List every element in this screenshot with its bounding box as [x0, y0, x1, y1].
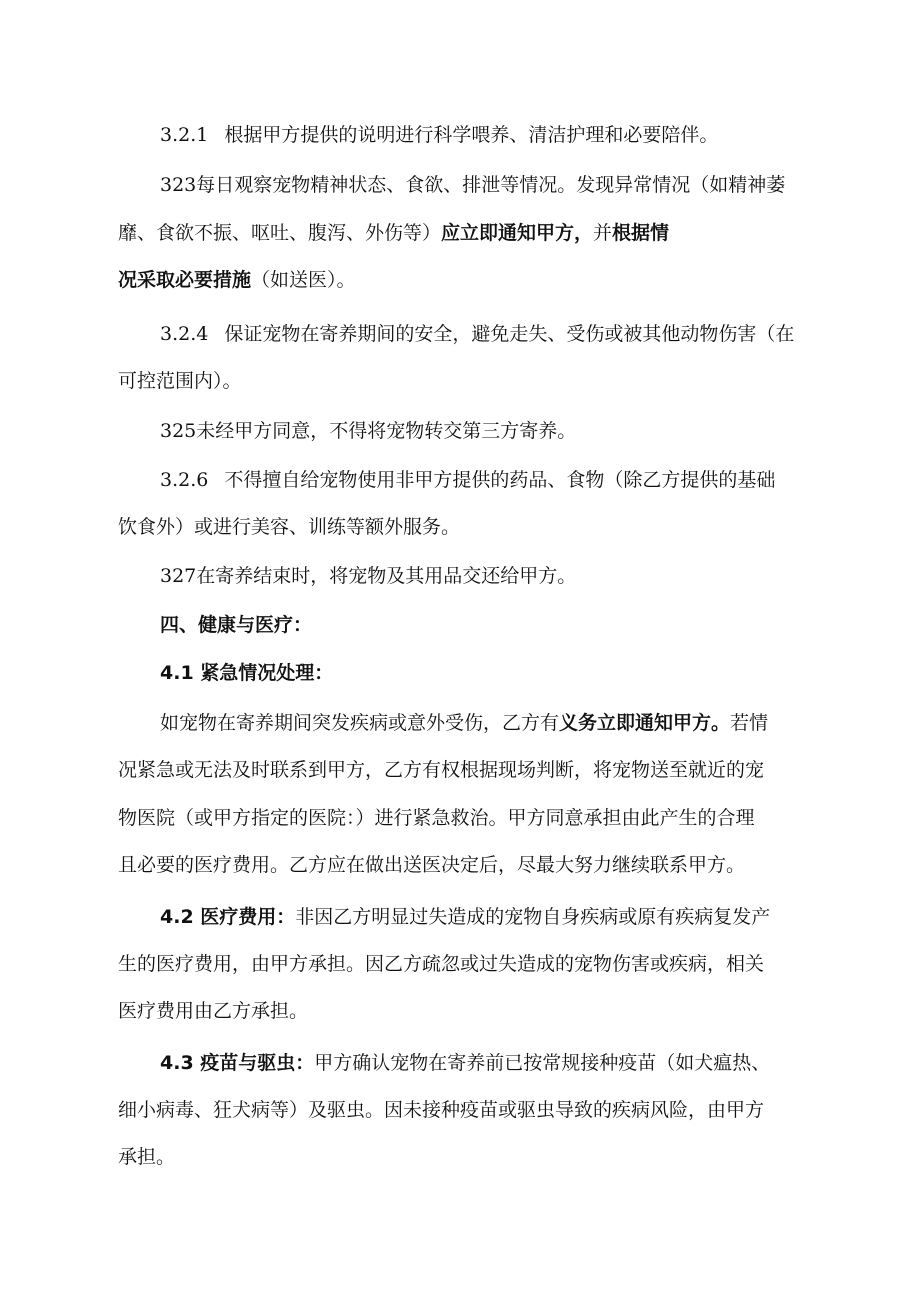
clause-4-1-line-3: [118, 806, 755, 830]
clause-number: 3.2.1: [160, 124, 209, 146]
clause-text: 生的医疗费用，由甲方承担。因乙方疏忽或过失造成的宠物伤害或疾病，相关: [118, 953, 765, 975]
clause-text: 况紧急或无法及时联系到甲方，乙方有权根据现场判断，将宠物送至就近的宠: [118, 759, 765, 781]
clause-text: 325未经甲方同意，不得将宠物转交第三方寄养。: [160, 420, 577, 442]
clause-number: 3.2.4: [160, 323, 209, 345]
clause-text: 根据甲方提供的说明进行科学喂养、清洁护理和必要陪伴。: [224, 124, 719, 146]
section-4-title: [160, 613, 312, 637]
clause-4-1-heading: [160, 661, 333, 685]
clause-3-2-4-line-2: [118, 369, 242, 393]
clause-text: 非因乙方明显过失造成的宠物自身疾病或原有疾病复发产: [295, 906, 771, 928]
clause-3-2-6-line-2: [118, 515, 460, 539]
clause-3-2-1: [160, 123, 718, 147]
subsection-heading: 4.1 紧急情况处理：: [160, 662, 334, 684]
clause-4-1-line-1: [160, 711, 768, 735]
emphasis-text: 根据情: [612, 222, 670, 244]
clause-text: 若情: [730, 712, 769, 734]
clause-text: 并: [593, 222, 613, 244]
clause-3-2-4-line-1: [160, 322, 794, 346]
clause-text: 327在寄养结束时，将宠物及其用品交还给甲方。: [160, 565, 577, 587]
clause-3-2-3-line-2: [118, 221, 669, 245]
clause-text: （如送医）。: [251, 269, 356, 291]
clause-text: 物医院（或甲方指定的医院：）进行紧急救治。甲方同意承担由此产生的合理: [118, 807, 755, 829]
clause-3-2-3-line-3: [118, 268, 356, 292]
clause-text: 可控范围内）。: [118, 370, 242, 392]
clause-4-3-line-3: [118, 1145, 175, 1169]
clause-4-2-line-1: [160, 905, 770, 929]
emphasis-text: 应立即通知甲方，: [441, 222, 594, 244]
clause-label: 4.2 医疗费用：: [160, 906, 296, 928]
clause-text: 细小病毒、狂犬病等）及驱虫。因未接种疫苗或驱虫导致的疾病风险，由甲方: [118, 1099, 765, 1121]
clause-4-2-line-3: [118, 999, 308, 1023]
clause-3-2-7: [160, 564, 576, 588]
clause-text: 靡、食欲不振、呕吐、腹泻、外伤等）: [118, 222, 442, 244]
clause-4-2-line-2: [118, 952, 764, 976]
clause-4-3-line-2: [118, 1098, 764, 1122]
clause-text: 承担。: [118, 1146, 176, 1168]
clause-text: 保证宠物在寄养期间的安全，避免走失、受伤或被其他动物伤害（在: [224, 323, 795, 345]
emphasis-text: 义务立即通知甲方。: [559, 712, 731, 734]
clause-text: 不得擅自给宠物使用非甲方提供的药品、食物（除乙方提供的基础: [224, 469, 776, 491]
clause-text: 323每日观察宠物精神状态、食欲、排泄等情况。发现异常情况（如精神萎: [160, 174, 786, 196]
clause-text: 甲方确认宠物在寄养前已按常规接种疫苗（如犬瘟热、: [314, 1052, 771, 1074]
clause-text: 饮食外）或进行美容、训练等额外服务。: [118, 516, 461, 538]
clause-4-1-line-4: [118, 853, 745, 877]
clause-4-1-line-2: [118, 758, 764, 782]
clause-text: 医疗费用由乙方承担。: [118, 1000, 309, 1022]
section-heading: 四、健康与医疗：: [160, 614, 313, 636]
clause-3-2-5: [160, 419, 576, 443]
clause-text: 且必要的医疗费用。乙方应在做出送医决定后，尽最大努力继续联系甲方。: [118, 854, 746, 876]
clause-3-2-6-line-1: [160, 468, 775, 492]
emphasis-text: 况采取必要措施: [118, 269, 252, 291]
clause-number: 3.2.6: [160, 469, 209, 491]
clause-3-2-3-line-1: [160, 173, 785, 197]
clause-label: 4.3 疫苗与驱虫：: [160, 1052, 315, 1074]
clause-text: 如宠物在寄养期间突发疾病或意外受伤，乙方有: [160, 712, 560, 734]
clause-4-3-line-1: [160, 1051, 770, 1075]
